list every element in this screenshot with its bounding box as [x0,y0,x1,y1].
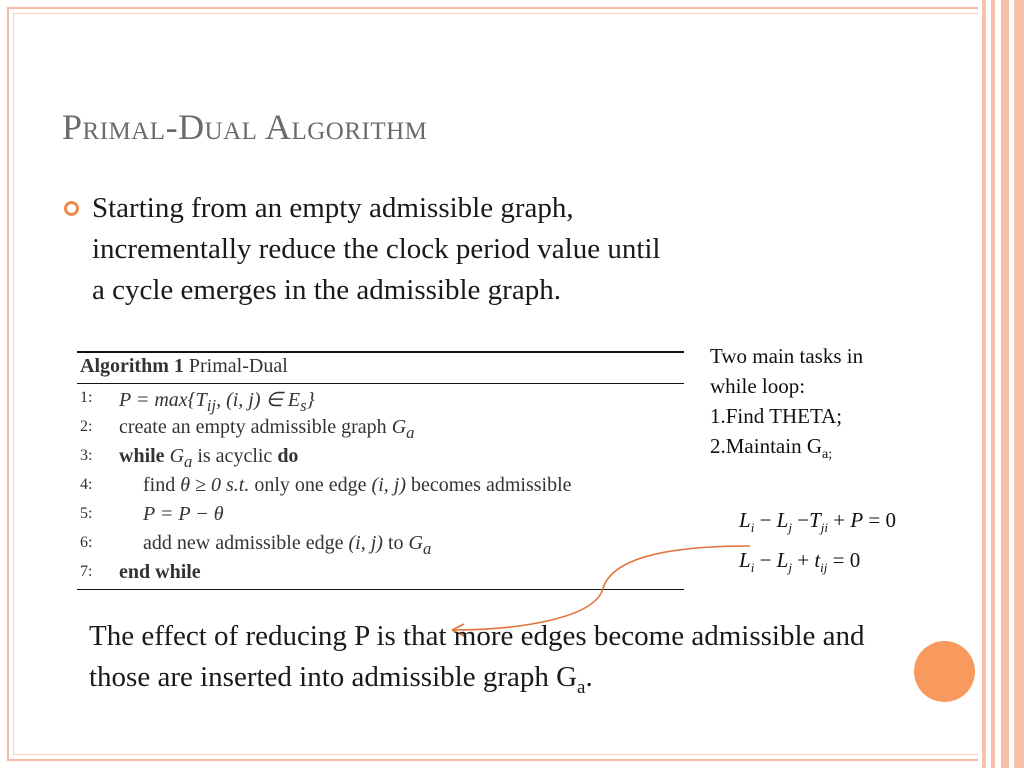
line-number: 1: [80,389,93,406]
math-sub: s [300,396,307,415]
eq-sub: i [750,520,755,536]
eq-op: − [791,508,810,532]
line-number: 5: [80,505,93,522]
side-note [710,341,863,470]
eq-symbol: L [739,508,751,532]
bottom-end: . [585,661,593,693]
line-number: 4: [80,476,93,493]
line-number: 7: [80,563,93,580]
math-expr: } [306,389,315,411]
step-text: to [382,532,409,554]
keyword: end while [119,561,201,583]
bullet-line: Starting from an empty admissible graph, [92,192,574,224]
note-line: while loop: [710,374,806,398]
eq-op: = 0 [863,508,896,532]
equation-2 [739,548,860,576]
math-expr: G [408,532,423,554]
algorithm-number: Algorithm 1 [80,355,184,377]
eq-symbol: L [776,508,789,532]
slide-title: Primal-Dual Algorithm [62,107,428,147]
eq-sub: ji [820,520,828,536]
note-line: Two main tasks in [710,344,864,368]
keyword: while [119,445,165,467]
step-text: find [143,474,181,496]
eq-op: − [754,548,777,572]
eq-symbol: L [739,548,751,572]
algorithm-name: Primal-Dual [188,355,288,377]
bullet-line: a cycle emerges in the admissible graph. [92,274,561,306]
bullet-circle-icon [64,201,79,216]
algorithm-top-rule [77,351,684,353]
math-expr: P = P − θ [143,503,224,525]
note-line: 1.Find THETA; [710,404,843,428]
equation-1 [739,508,896,536]
line-number: 3: [80,447,93,464]
bottom-sub: a [577,676,586,698]
math-expr: G [169,445,185,467]
step-text: is acyclic [192,445,278,467]
eq-sub: i [750,560,755,576]
note-line [710,431,863,470]
eq-sub: ij [820,560,828,576]
eq-op: + [827,508,851,532]
eq-symbol: P [850,508,864,532]
math-expr: P = max{T [119,389,207,411]
bullet-text [92,188,882,311]
eq-symbol: T [809,508,821,532]
note-sub: a; [821,447,833,463]
bullet-point [62,188,882,311]
keyword: do [277,445,299,467]
step-text: create an empty admissible graph [119,416,392,438]
math-expr: θ ≥ 0 s.t. [180,474,250,496]
math-sub: a [422,539,432,558]
algorithm-heading [80,355,288,378]
math-expr: , (i, j) ∈ E [216,389,301,411]
step-text: only one edge [249,474,372,496]
math-sub: a [406,423,415,442]
bullet-line: incrementally reduce the clock period value until [92,233,661,265]
algorithm-box [77,351,684,591]
algorithm-bottom-rule [77,589,684,590]
eq-symbol: t [814,548,821,572]
eq-op: − [754,508,777,532]
bottom-text: The effect of reducing P is that more edges become admissible and those are inserted into admissible graph G [89,620,865,693]
math-expr: (i, j) [371,474,406,496]
eq-sub: j [788,520,792,536]
math-sub: a [184,452,193,471]
line-number: 6: [80,534,93,551]
eq-symbol: L [776,548,789,572]
step-text: becomes admissible [405,474,572,496]
line-number: 2: [80,418,93,435]
algorithm-mid-rule [77,383,684,384]
math-sub: ij [206,396,217,415]
math-expr: G [391,416,407,438]
eq-op: = 0 [827,548,861,572]
math-expr: (i, j) [348,532,383,554]
bottom-paragraph [89,616,899,708]
eq-sub: j [788,560,792,576]
eq-op: + [791,548,815,572]
decorative-side-stripes [978,0,1024,768]
decorative-circle [914,641,975,702]
step-text: add new admissible edge [143,532,349,554]
note-text: 2.Maintain G [710,434,822,458]
